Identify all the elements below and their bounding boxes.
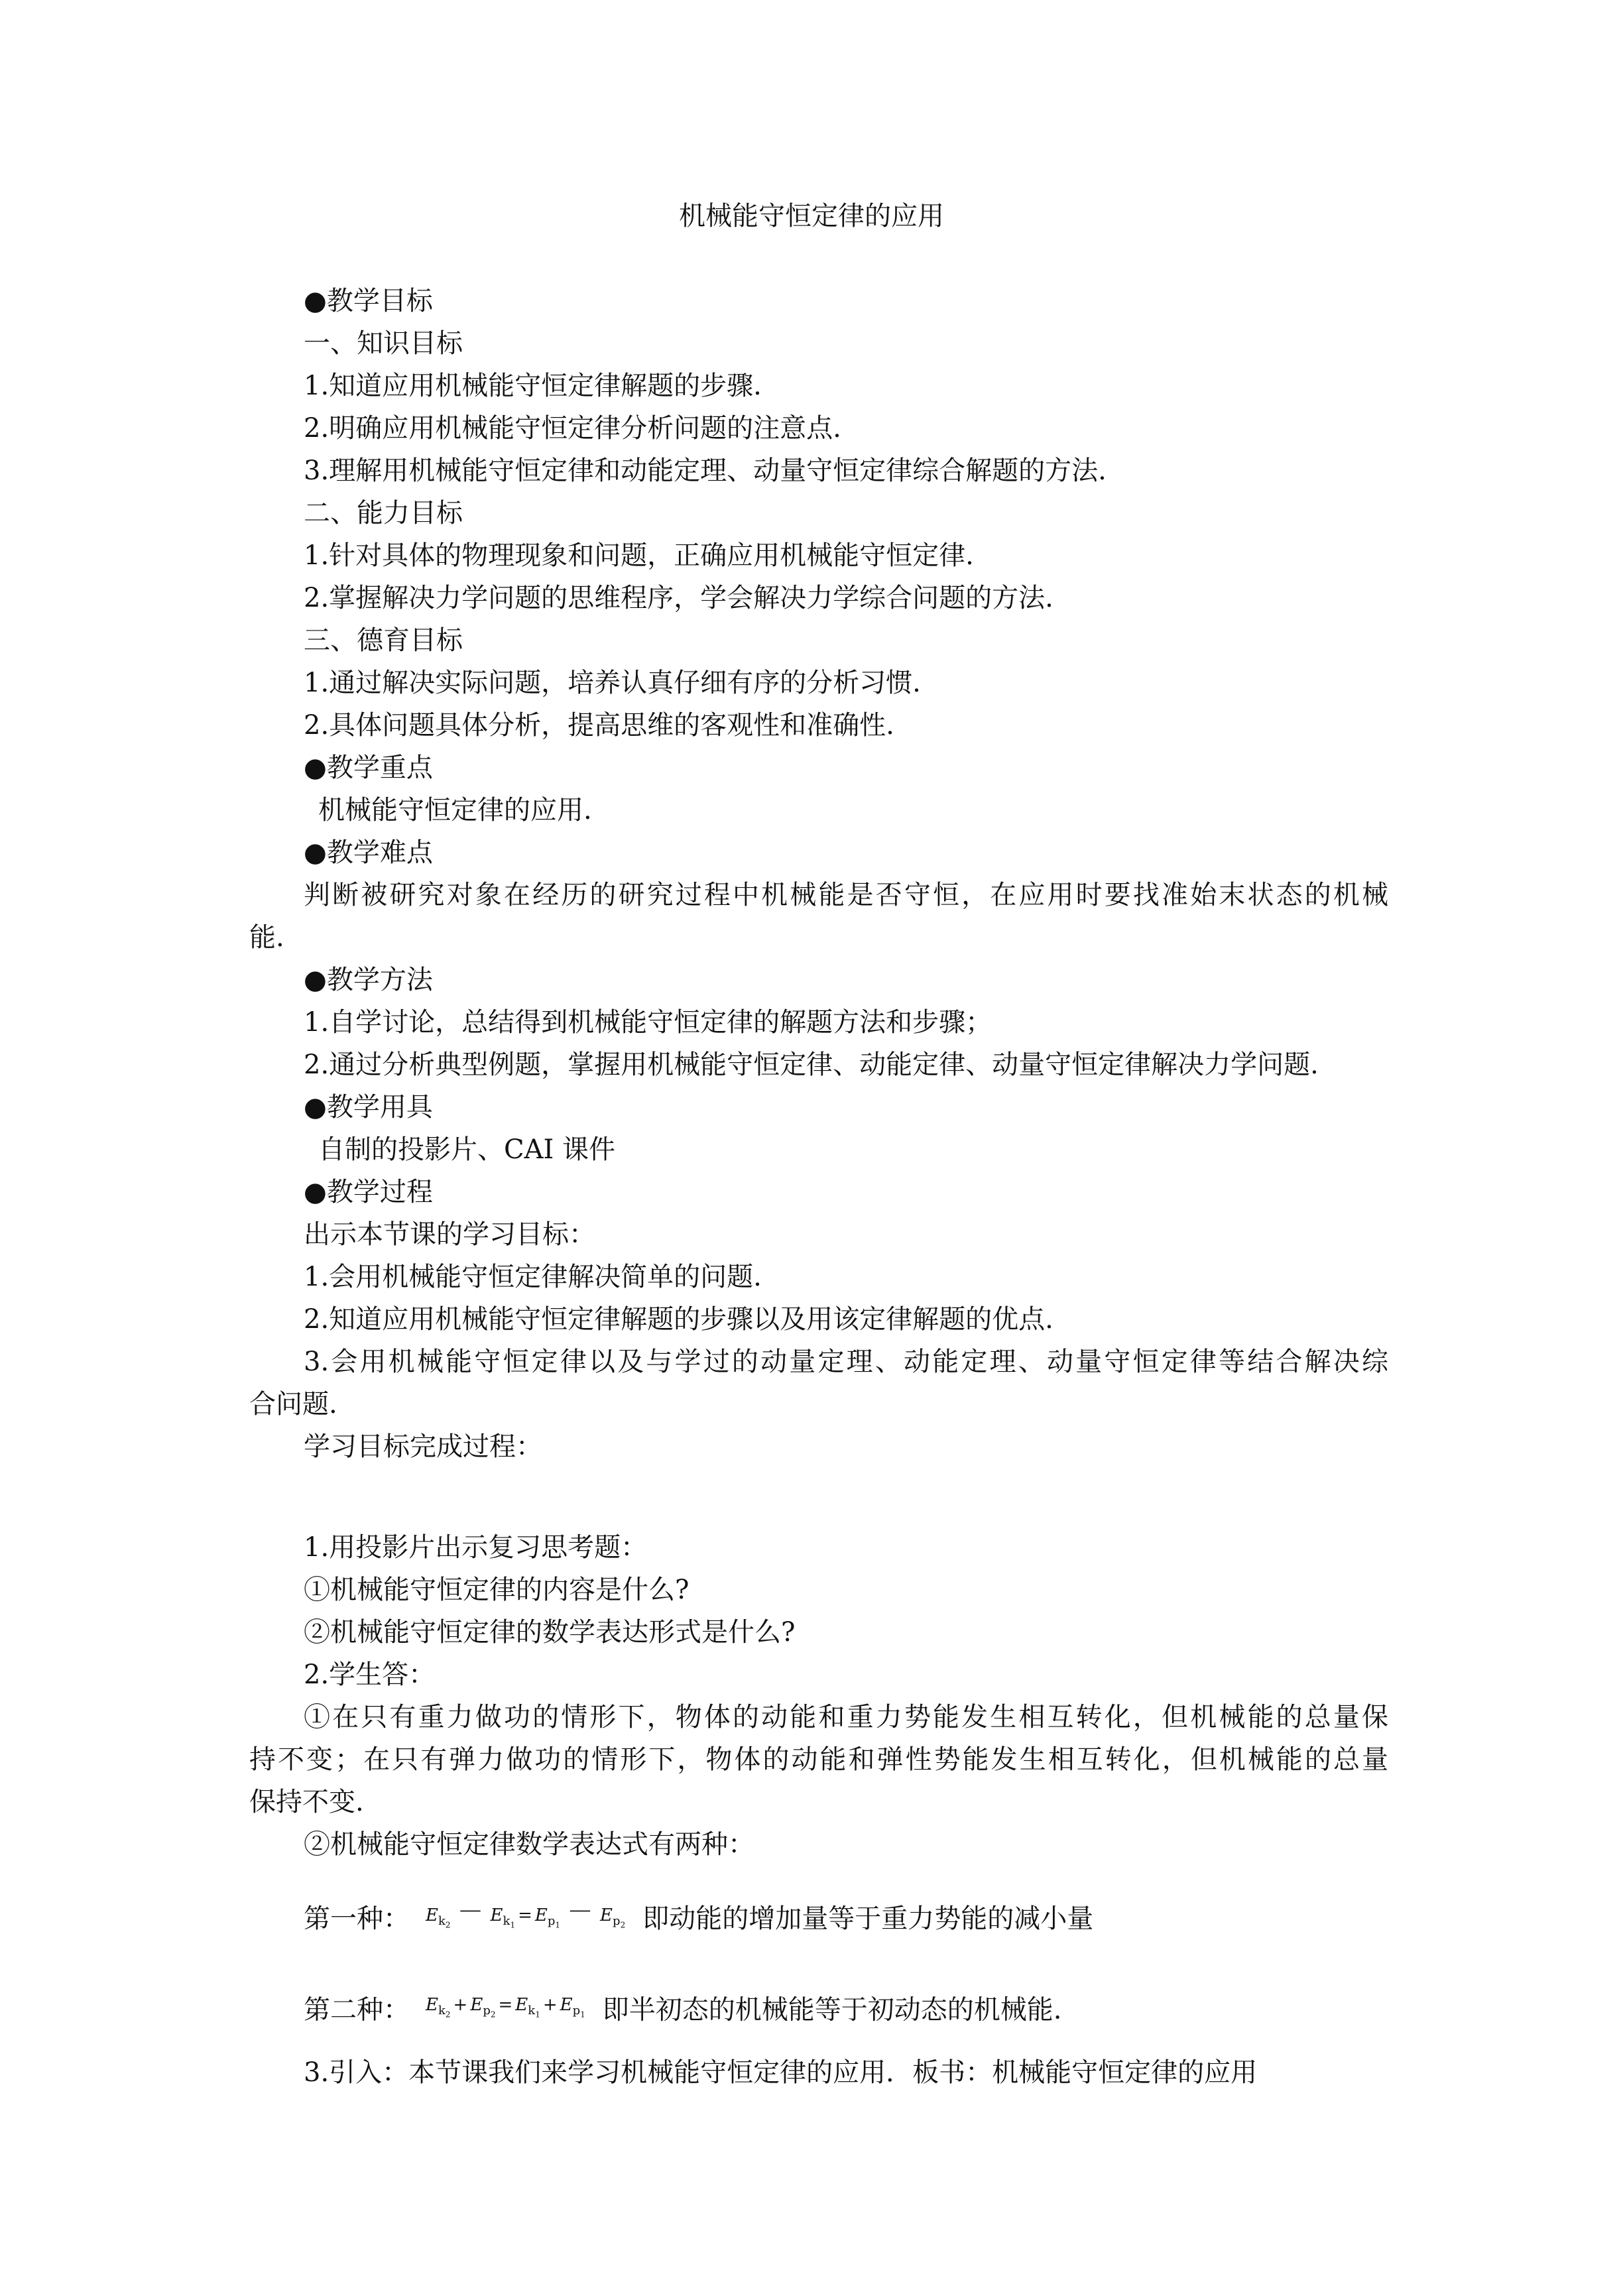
question: ①机械能守恒定律的内容是什么? xyxy=(304,1575,690,1605)
list-item: 1.用投影片出示复习思考题： xyxy=(304,1532,648,1563)
list-item: 2.掌握解决力学问题的思维程序，学会解决力学综合问题的方法. xyxy=(304,583,1053,613)
formula-label: 第一种： xyxy=(304,1903,410,1934)
section-heading-methods: ●教学方法 xyxy=(304,965,433,995)
formula-first xyxy=(304,1896,1093,1941)
paragraph: 自制的投影片、CAI 课件 xyxy=(318,1134,616,1165)
section-heading-tools: ●教学用具 xyxy=(304,1092,433,1122)
subheading-moral: 三、德育目标 xyxy=(304,625,463,656)
list-item: 2.学生答： xyxy=(304,1660,436,1690)
list-item: 1.针对具体的物理现象和问题，正确应用机械能守恒定律. xyxy=(304,540,974,571)
list-item: 1.自学讨论，总结得到机械能守恒定律的解题方法和步骤； xyxy=(304,1007,992,1038)
answer-line: 持不变；在只有弹力做功的情形下，物体的动能和弹性势能发生相互转化，但机械能的总量 xyxy=(249,1744,1388,1775)
document-title: 机械能守恒定律的应用 xyxy=(679,201,944,231)
paragraph: 机械能守恒定律的应用. xyxy=(318,795,592,825)
formula-explanation: 即半初态的机械能等于初动态的机械能. xyxy=(602,1994,1062,2025)
section-heading-process: ●教学过程 xyxy=(304,1177,433,1207)
subheading-knowledge: 一、知识目标 xyxy=(304,328,463,359)
answer-line: ①在只有重力做功的情形下，物体的动能和重力势能发生相互转化，但机械能的总量保 xyxy=(304,1702,1388,1732)
formula-label: 第二种： xyxy=(304,1994,410,2025)
paragraph-line: 合问题. xyxy=(249,1389,337,1420)
formula-expression: $E_{k_2} + E_{p_2} = E_{k_1} + E_{p_1}$ xyxy=(426,1995,585,2020)
list-item: 2.明确应用机械能守恒定律分析问题的注意点. xyxy=(304,413,841,444)
list-item: 2.具体问题具体分析，提高思维的客观性和准确性. xyxy=(304,710,894,741)
formula-second xyxy=(304,1989,1062,2031)
paragraph-line: 能. xyxy=(249,922,284,953)
list-item: 2.知道应用机械能守恒定律解题的步骤以及用该定律解题的优点. xyxy=(304,1304,1053,1335)
subheading-ability: 二、能力目标 xyxy=(304,498,463,528)
question: ②机械能守恒定律的数学表达形式是什么? xyxy=(304,1617,796,1648)
list-item: 2.通过分析典型例题，掌握用机械能守恒定律、动能定律、动量守恒定律解决力学问题. xyxy=(304,1050,1319,1080)
intro-line: 3.引入：本节课我们来学习机械能守恒定律的应用．板书：机械能守恒定律的应用 xyxy=(304,2057,1258,2088)
section-heading-difficulties: ●教学难点 xyxy=(304,837,433,868)
formula-explanation: 即动能的增加量等于重力势能的减小量 xyxy=(642,1903,1094,1934)
answer-line: 保持不变. xyxy=(249,1787,364,1817)
paragraph-line: 判断被研究对象在经历的研究过程中机械能是否守恒，在应用时要找准始末状态的机械 xyxy=(304,880,1388,910)
list-item: 3.会用机械能守恒定律以及与学过的动量定理、动能定理、动量守恒定律等结合解决综 xyxy=(304,1347,1388,1377)
paragraph: 学习目标完成过程： xyxy=(304,1431,542,1462)
list-item: 1.通过解决实际问题，培养认真仔细有序的分析习惯. xyxy=(304,668,921,698)
section-heading-objectives: ●教学目标 xyxy=(304,286,433,316)
section-heading-key-points: ●教学重点 xyxy=(304,753,433,783)
list-item: 3.理解用机械能守恒定律和动能定理、动量守恒定律综合解题的方法. xyxy=(304,455,1107,486)
paragraph: 出示本节课的学习目标： xyxy=(304,1219,595,1250)
formula-expression: $E_{k_2} - E_{k_1} = E_{p_1} - E_{p_2}$ xyxy=(426,1897,626,1930)
list-item: 1.会用机械能守恒定律解决简单的问题. xyxy=(304,1262,762,1292)
list-item: 1.知道应用机械能守恒定律解题的步骤. xyxy=(304,371,762,401)
answer-line: ②机械能守恒定律数学表达式有两种： xyxy=(304,1829,754,1860)
